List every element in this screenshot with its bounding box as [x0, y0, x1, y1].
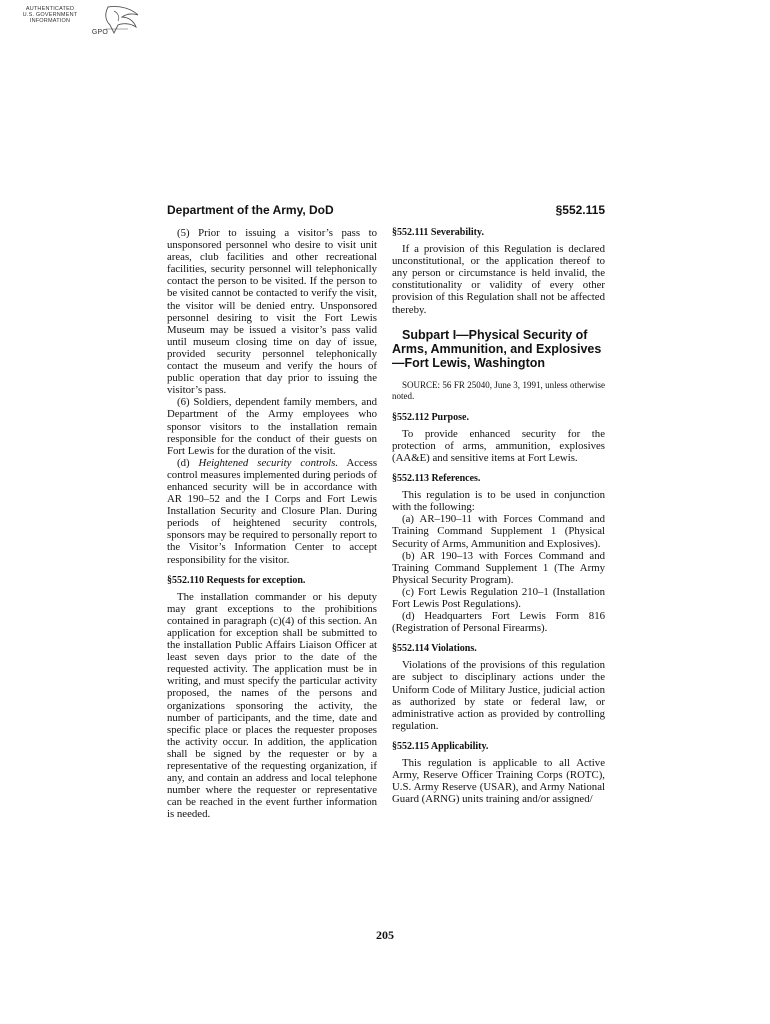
page-number: 205	[376, 928, 394, 942]
left-column	[167, 227, 377, 821]
section-552-113-c: (c) Fort Lewis Regulation 210–1 (Installation Fort Lewis Post Regulations).	[392, 585, 605, 610]
paragraph-c6: (6) Soldiers, dependent family members, and Department of the Army employees who sponsor visitors to the installation remain responsible for the conduct of their guests on Fort Lewis for the duration of the visit.	[167, 396, 377, 457]
running-head-agency: Department of the Army, DoD	[167, 203, 334, 217]
running-head-section: §552.115	[555, 203, 605, 217]
paragraph-d-title: Heightened security controls.	[198, 456, 339, 469]
section-552-113-b: (b) AR 190–13 with Forces Command and Training Command Supplement 1 (The Army Physical Security Program).	[392, 549, 605, 586]
section-552-115-heading: §552.115 Applicability.	[392, 740, 489, 752]
paragraph-c5: (5) Prior to issuing a visitor’s pass to unsponsored personnel who desire to visit unit areas, club facilities and other recreational facilities, security personnel will telephonically contact the person to be visited. If the person to be visited cannot be contacted to verify the visit, the visitor will be denied entry. Unsponsored personnel desiring to visit the Fort Lewis Museum may be issued a visitor’s pass valid until museum closing time on day of issue, provided security personnel telephonically contact the museum and verify the hours of public operation that day prior to issuing the visitor’s pass.	[167, 227, 377, 397]
section-552-113-a: (a) AR–190–11 with Forces Command and Training Command Supplement 1 (Physical Security of Arms, Ammunition and Explosives).	[392, 513, 605, 550]
gpo-authentication-seal	[10, 3, 142, 43]
section-552-110-text: The installation commander or his deputy may grant exceptions to the prohibitions contained in paragraph (c)(4) of this section. An application for exception shall be submitted to the installation Public Affairs Liaison Officer at least seven days prior to the date of the requested activity. The application must be in writing, and must specify the particular activity proposed, the names of the persons and organizations sponsoring the activity, the number of participants, and the time, date and specific place or places the requester proposes the activity occur. In addition, the application shall be signed by the requester or by a representative of the requesting organization, if any, and contain an address and local telephone number where the requester or representative can be reached in the event further information is needed.	[167, 590, 377, 821]
seal-gpo-mark: GPO	[91, 29, 109, 36]
subpart-i-title: Subpart I—Physical Security of Arms, Ammunition, and Explosives—Fort Lewis, Washington	[392, 327, 602, 370]
source-note: SOURCE: 56 FR 25040, June 3, 1991, unless otherwise noted.	[392, 379, 605, 401]
section-552-112-heading: §552.112 Purpose.	[392, 411, 469, 423]
right-column	[392, 227, 605, 805]
seal-line-1: AUTHENTICATED	[25, 6, 75, 12]
section-552-113-intro: This regulation is to be used in conjunction with the following:	[392, 489, 605, 514]
running-head	[167, 203, 605, 219]
paragraph-d-label: (d)	[177, 456, 190, 469]
section-552-114-text: Violations of the provisions of this regulation are subject to disciplinary actions under the Uniform Code of Military Justice, judicial action as authorized by state or federal law, or administrative action as provided by controlling regulation.	[392, 659, 605, 732]
section-552-112-text: To provide enhanced security for the protection of arms, ammunition, explosives (AA&E) and sensitive items at Fort Lewis.	[392, 427, 605, 464]
section-552-113-heading: §552.113 References.	[392, 473, 481, 485]
section-552-111-text: If a provision of this Regulation is declared unconstitutional, or the application thereof to any person or circumstance is held invalid, the constitutionality or validity of every other provision of this Regulation shall not be affected thereby.	[392, 243, 605, 316]
section-552-110-heading: §552.110 Requests for exception.	[167, 574, 306, 586]
seal-line-3: INFORMATION	[29, 18, 71, 24]
paragraph-d-text: Access control measures implemented during periods of enhanced security will be in accordance with AR 190–52 and the I Corps and Fort Lewis Installation Security and Closure Plan. During periods of heightened security controls, sponsors may be required to personally report to the Visitor’s Information Center to accept responsibility for the visitor.	[167, 456, 378, 566]
section-552-114-heading: §552.114 Violations.	[392, 643, 477, 655]
paragraph-d	[167, 457, 377, 566]
section-552-113-d: (d) Headquarters Fort Lewis Form 816 (Registration of Personal Firearms).	[392, 610, 605, 635]
section-552-115-text: This regulation is applicable to all Active Army, Reserve Officer Training Corps (ROTC), U.S. Army Reserve (USAR), and Army National Guard (ARNG) units training and/or assigned/	[392, 757, 605, 806]
section-552-111-heading: §552.111 Severability.	[392, 227, 484, 238]
seal-line-2: U.S. GOVERNMENT	[22, 12, 78, 18]
